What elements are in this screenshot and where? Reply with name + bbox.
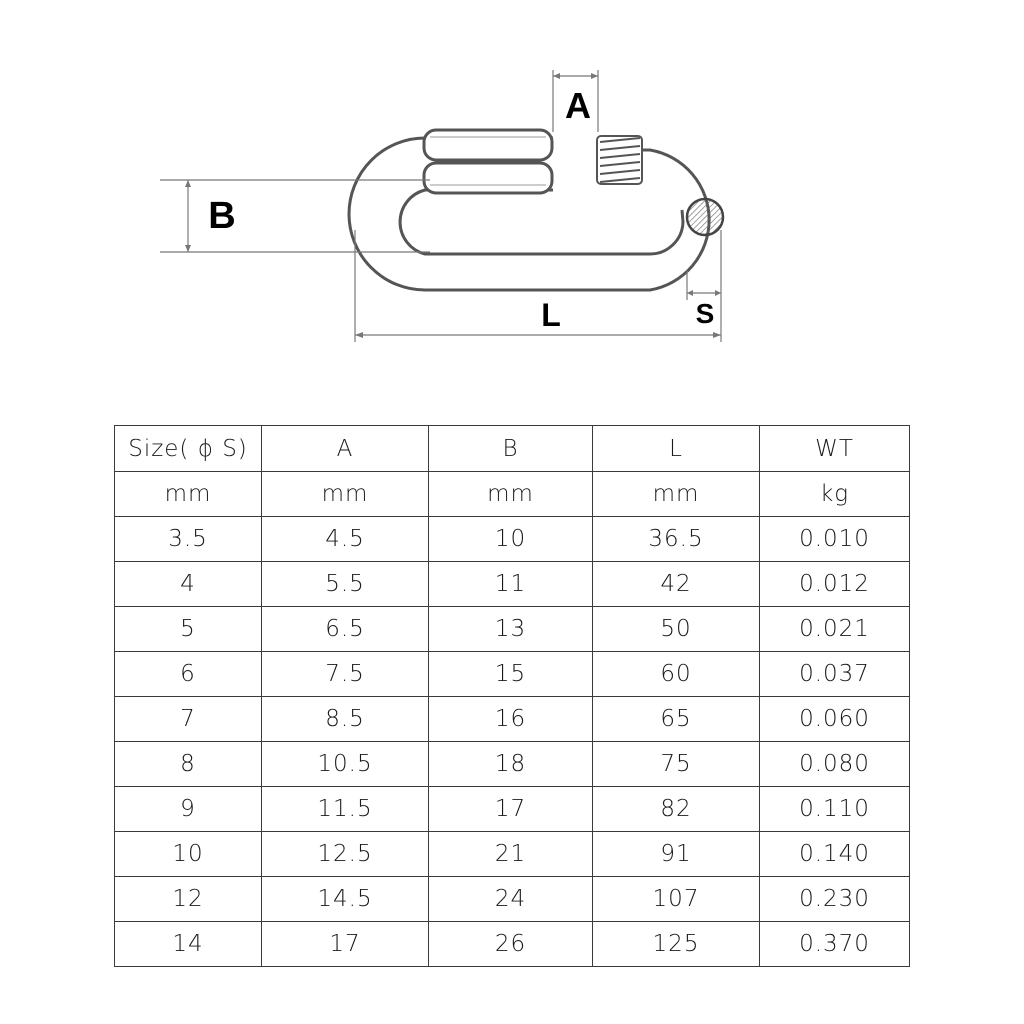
- cell-b: 10: [429, 517, 593, 562]
- cell-b: 16: [429, 697, 593, 742]
- cell-a: 5.5: [262, 562, 429, 607]
- unit-b: mm: [429, 472, 593, 517]
- cell-wt: 0.110: [760, 787, 910, 832]
- dimension-s: [687, 270, 721, 300]
- threaded-end: [597, 136, 642, 184]
- label-l: L: [541, 297, 561, 333]
- cell-l: 107: [593, 877, 760, 922]
- cell-size: 5: [115, 607, 262, 652]
- cell-l: 125: [593, 922, 760, 967]
- cell-l: 82: [593, 787, 760, 832]
- cell-b: 15: [429, 652, 593, 697]
- cell-b: 24: [429, 877, 593, 922]
- cell-wt: 0.037: [760, 652, 910, 697]
- table-row: [115, 787, 910, 832]
- cell-a: 17: [262, 922, 429, 967]
- cell-size: 3.5: [115, 517, 262, 562]
- table-row: [115, 922, 910, 967]
- cell-l: 36.5: [593, 517, 760, 562]
- cell-l: 42: [593, 562, 760, 607]
- cell-wt: 0.010: [760, 517, 910, 562]
- cell-l: 91: [593, 832, 760, 877]
- sleeve-nut: [424, 130, 552, 193]
- header-a: A: [262, 426, 429, 472]
- dimension-b: [160, 180, 430, 252]
- cell-a: 12.5: [262, 832, 429, 877]
- table-row: [115, 742, 910, 787]
- table-row: [115, 697, 910, 742]
- cell-l: 65: [593, 697, 760, 742]
- unit-size: mm: [115, 472, 262, 517]
- header-row: [115, 426, 910, 472]
- cell-wt: 0.140: [760, 832, 910, 877]
- cell-size: 4: [115, 562, 262, 607]
- cell-a: 11.5: [262, 787, 429, 832]
- table-row: [115, 607, 910, 652]
- cell-l: 50: [593, 607, 760, 652]
- cell-size: 8: [115, 742, 262, 787]
- quick-link-diagram: [0, 0, 1024, 400]
- table-row: [115, 877, 910, 922]
- specification-table: [114, 425, 910, 967]
- cell-size: 9: [115, 787, 262, 832]
- cell-b: 13: [429, 607, 593, 652]
- cell-wt: 0.080: [760, 742, 910, 787]
- header-b: B: [429, 426, 593, 472]
- cell-b: 26: [429, 922, 593, 967]
- table-row: [115, 832, 910, 877]
- cell-l: 75: [593, 742, 760, 787]
- table-row: [115, 517, 910, 562]
- cell-b: 11: [429, 562, 593, 607]
- specification-table-body: [115, 426, 910, 967]
- unit-a: mm: [262, 472, 429, 517]
- cell-wt: 0.060: [760, 697, 910, 742]
- units-row: [115, 472, 910, 517]
- wire-cross-section: [687, 199, 723, 235]
- cell-a: 7.5: [262, 652, 429, 697]
- cell-wt: 0.370: [760, 922, 910, 967]
- cell-b: 18: [429, 742, 593, 787]
- cell-a: 10.5: [262, 742, 429, 787]
- table-row: [115, 562, 910, 607]
- cell-wt: 0.012: [760, 562, 910, 607]
- quick-link-drawing: [0, 0, 1024, 400]
- cell-size: 6: [115, 652, 262, 697]
- cell-a: 4.5: [262, 517, 429, 562]
- cell-a: 8.5: [262, 697, 429, 742]
- cell-wt: 0.230: [760, 877, 910, 922]
- cell-size: 7: [115, 697, 262, 742]
- cell-size: 12: [115, 877, 262, 922]
- cell-a: 6.5: [262, 607, 429, 652]
- label-b: B: [208, 195, 236, 237]
- header-l: L: [593, 426, 760, 472]
- table-row: [115, 652, 910, 697]
- label-a: A: [565, 85, 591, 126]
- cell-wt: 0.021: [760, 607, 910, 652]
- label-s: S: [695, 298, 715, 329]
- cell-b: 21: [429, 832, 593, 877]
- cell-l: 60: [593, 652, 760, 697]
- unit-wt: kg: [760, 472, 910, 517]
- cell-b: 17: [429, 787, 593, 832]
- link-inner-outline: [400, 190, 683, 254]
- unit-l: mm: [593, 472, 760, 517]
- header-size: Size( ϕ S): [115, 426, 262, 472]
- cell-size: 10: [115, 832, 262, 877]
- header-wt: WT: [760, 426, 910, 472]
- cell-a: 14.5: [262, 877, 429, 922]
- cell-size: 14: [115, 922, 262, 967]
